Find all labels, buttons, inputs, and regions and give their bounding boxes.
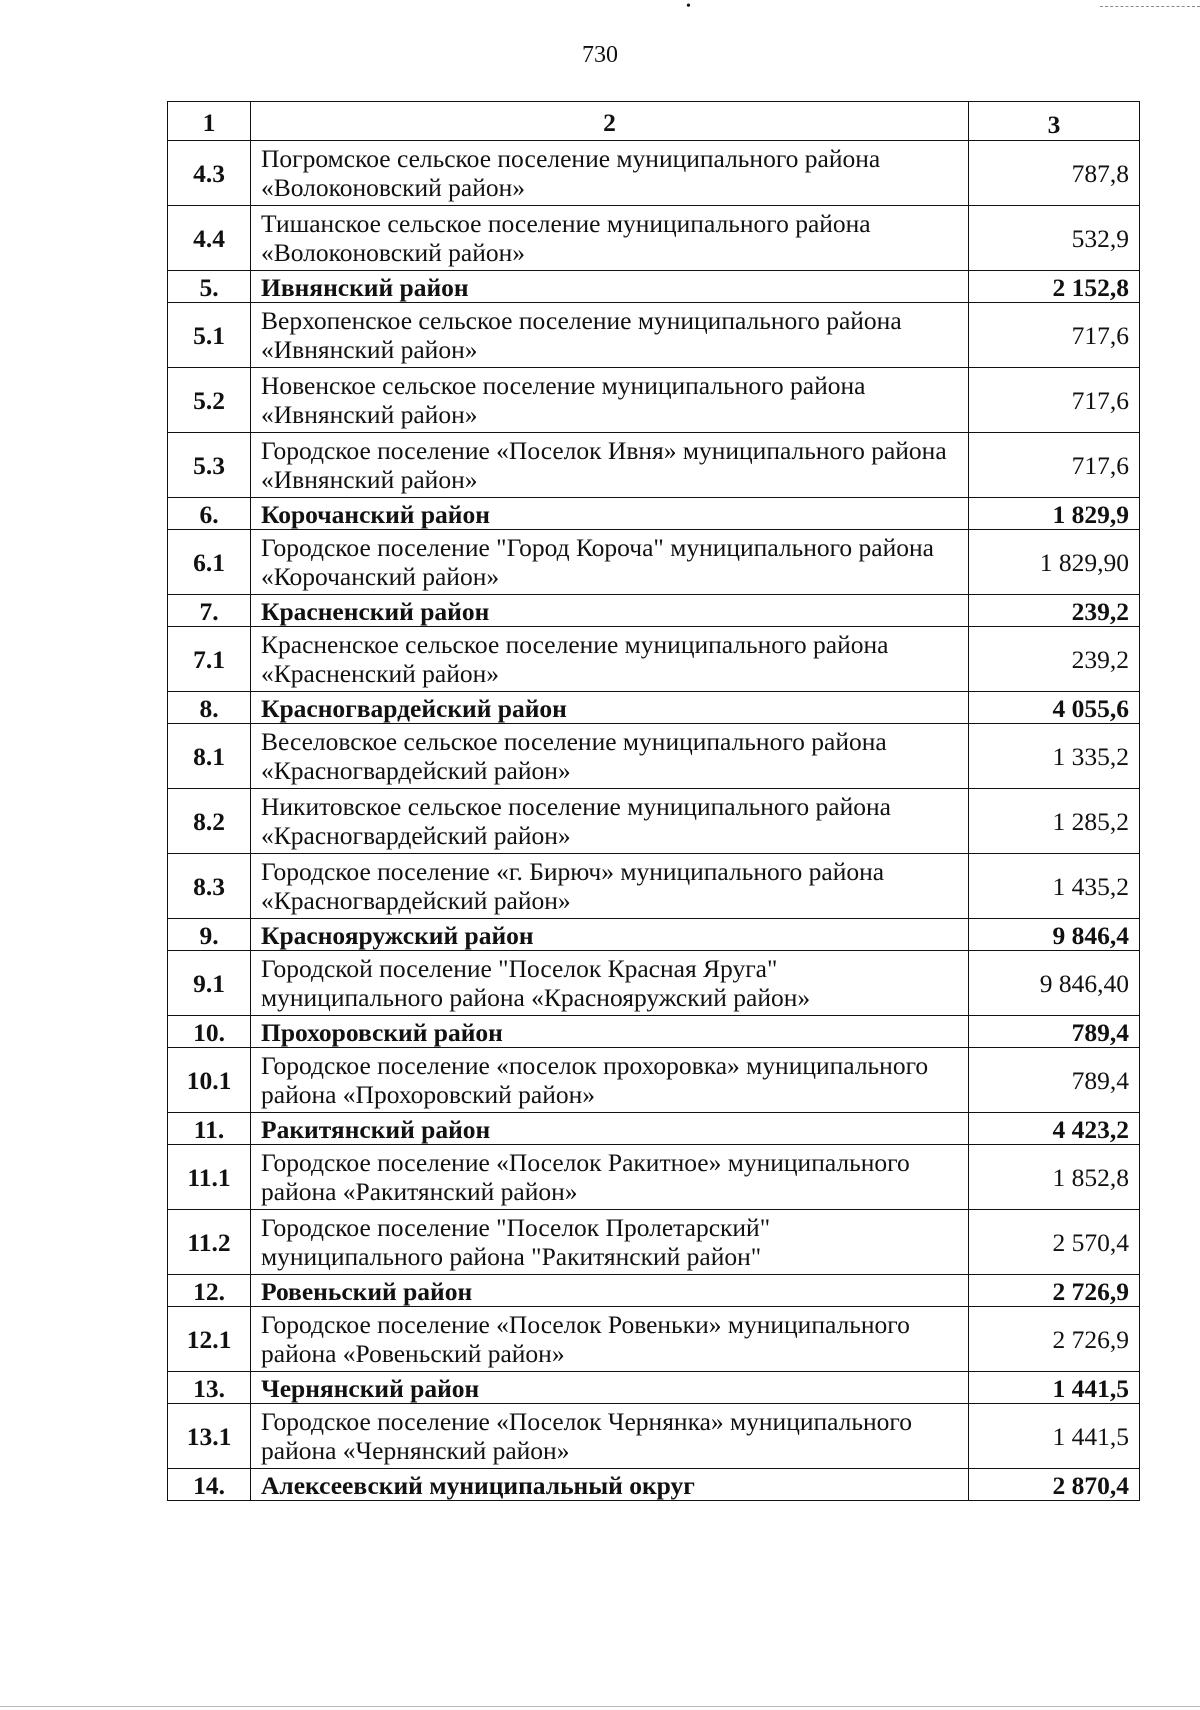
row-number: 7. — [168, 595, 251, 627]
row-number: 6. — [168, 498, 251, 530]
row-name: Тишанское сельское поселение муниципального района «Волоконовский район» — [251, 206, 969, 271]
table-header-row — [168, 102, 1140, 141]
row-name: Ракитянский район — [251, 1113, 969, 1145]
scan-corner-line — [1100, 6, 1200, 7]
table-row-settlement — [168, 951, 1140, 1016]
row-name: Краснояружский район — [251, 919, 969, 951]
row-number: 13. — [168, 1372, 251, 1404]
header-col-1: 1 — [168, 102, 251, 141]
row-value: 4 423,2 — [969, 1113, 1140, 1145]
header-col-2: 2 — [251, 102, 969, 141]
table-row-district — [168, 271, 1140, 303]
row-value: 2 726,9 — [969, 1307, 1140, 1372]
row-value: 717,6 — [969, 303, 1140, 368]
row-number: 10.1 — [168, 1048, 251, 1113]
row-value: 717,6 — [969, 433, 1140, 498]
row-value: 9 846,40 — [969, 951, 1140, 1016]
row-value: 2 726,9 — [969, 1275, 1140, 1307]
table-row-settlement — [168, 1210, 1140, 1275]
table-row-district — [168, 1016, 1140, 1048]
row-number: 6.1 — [168, 530, 251, 595]
row-name: Прохоровский район — [251, 1016, 969, 1048]
row-name: Новенское сельское поселение муниципального района «Ивнянский район» — [251, 368, 969, 433]
row-name: Верхопенское сельское поселение муниципального района «Ивнянский район» — [251, 303, 969, 368]
table-row-settlement — [168, 303, 1140, 368]
row-name: Городское поселение «Поселок Ракитное» муниципального района «Ракитянский район» — [251, 1145, 969, 1210]
row-number: 12.1 — [168, 1307, 251, 1372]
row-name: Городское поселение «Поселок Чернянка» муниципального района «Чернянский район» — [251, 1404, 969, 1469]
table-row-settlement — [168, 789, 1140, 854]
row-number: 8.2 — [168, 789, 251, 854]
table-row-settlement — [168, 433, 1140, 498]
table-row-settlement — [168, 1145, 1140, 1210]
row-name: Красненское сельское поселение муниципального района «Красненский район» — [251, 627, 969, 692]
table-row-district — [168, 595, 1140, 627]
row-name: Ровеньский район — [251, 1275, 969, 1307]
row-value: 1 852,8 — [969, 1145, 1140, 1210]
table-row-district — [168, 1469, 1140, 1501]
table-row-district — [168, 1113, 1140, 1145]
row-value: 1 441,5 — [969, 1404, 1140, 1469]
row-number: 8.3 — [168, 854, 251, 919]
row-name: Городское поселение «Поселок Ивня» муниципального района «Ивнянский район» — [251, 433, 969, 498]
row-value: 239,2 — [969, 595, 1140, 627]
row-value: 2 152,8 — [969, 271, 1140, 303]
row-value: 239,2 — [969, 627, 1140, 692]
row-value: 1 335,2 — [969, 724, 1140, 789]
table-row-settlement — [168, 368, 1140, 433]
row-number: 13.1 — [168, 1404, 251, 1469]
table-row-settlement — [168, 530, 1140, 595]
row-name: Погромское сельское поселение муниципального района «Волоконовский район» — [251, 141, 969, 206]
row-value: 4 055,6 — [969, 692, 1140, 724]
row-value: 1 435,2 — [969, 854, 1140, 919]
row-number: 7.1 — [168, 627, 251, 692]
row-value: 787,8 — [969, 141, 1140, 206]
row-value: 9 846,4 — [969, 919, 1140, 951]
row-name: Городской поселение "Поселок Красная Яруга" муниципального района «Краснояружский район» — [251, 951, 969, 1016]
row-number: 9. — [168, 919, 251, 951]
row-number: 11.2 — [168, 1210, 251, 1275]
row-name: Алексеевский муниципальный округ — [251, 1469, 969, 1501]
row-number: 5.1 — [168, 303, 251, 368]
row-value: 717,6 — [969, 368, 1140, 433]
scan-bottom-line — [0, 1706, 1200, 1707]
row-name: Ивнянский район — [251, 271, 969, 303]
row-number: 5. — [168, 271, 251, 303]
row-number: 14. — [168, 1469, 251, 1501]
row-value: 1 829,90 — [969, 530, 1140, 595]
row-number: 4.3 — [168, 141, 251, 206]
row-name: Красненский район — [251, 595, 969, 627]
row-value: 1 441,5 — [969, 1372, 1140, 1404]
row-name: Городское поселение «г. Бирюч» муниципального района «Красногвардейский район» — [251, 854, 969, 919]
row-number: 8. — [168, 692, 251, 724]
row-number: 10. — [168, 1016, 251, 1048]
row-value: 2 570,4 — [969, 1210, 1140, 1275]
row-number: 12. — [168, 1275, 251, 1307]
table-row-district — [168, 692, 1140, 724]
table-row-settlement — [168, 627, 1140, 692]
header-col-3: 3 — [969, 102, 1140, 141]
row-name: Красногвардейский район — [251, 692, 969, 724]
row-name: Городское поселение "Город Короча" муниципального района «Корочанский район» — [251, 530, 969, 595]
table-row-settlement — [168, 854, 1140, 919]
table-row-settlement — [168, 141, 1140, 206]
table-row-district — [168, 1275, 1140, 1307]
row-name: Чернянский район — [251, 1372, 969, 1404]
row-name: Городское поселение "Поселок Пролетарский" муниципального района "Ракитянский район" — [251, 1210, 969, 1275]
table-row-district — [168, 498, 1140, 530]
row-value: 1 829,9 — [969, 498, 1140, 530]
row-number: 5.3 — [168, 433, 251, 498]
table-row-district — [168, 919, 1140, 951]
row-name: Веселовское сельское поселение муниципального района «Красногвардейский район» — [251, 724, 969, 789]
row-value: 789,4 — [969, 1048, 1140, 1113]
table-row-settlement — [168, 1307, 1140, 1372]
row-name: Корочанский район — [251, 498, 969, 530]
table-row-settlement — [168, 1048, 1140, 1113]
row-number: 9.1 — [168, 951, 251, 1016]
row-number: 11.1 — [168, 1145, 251, 1210]
row-number: 8.1 — [168, 724, 251, 789]
table-row-settlement — [168, 724, 1140, 789]
row-number: 4.4 — [168, 206, 251, 271]
row-name: Городское поселение «Поселок Ровеньки» муниципального района «Ровеньский район» — [251, 1307, 969, 1372]
row-value: 1 285,2 — [969, 789, 1140, 854]
row-value: 532,9 — [969, 206, 1140, 271]
row-number: 11. — [168, 1113, 251, 1145]
row-name: Никитовское сельское поселение муниципального района «Красногвардейский район» — [251, 789, 969, 854]
row-value: 789,4 — [969, 1016, 1140, 1048]
row-name: Городское поселение «поселок прохоровка» муниципального района «Прохоровский район» — [251, 1048, 969, 1113]
scan-mark-dot: • — [686, 0, 691, 14]
table-body — [168, 102, 1140, 1501]
table-row-settlement — [168, 1404, 1140, 1469]
row-value: 2 870,4 — [969, 1469, 1140, 1501]
row-number: 5.2 — [168, 368, 251, 433]
table-row-district — [168, 1372, 1140, 1404]
table-row-settlement — [168, 206, 1140, 271]
page-number: 730 — [582, 42, 618, 68]
allocation-table — [167, 101, 1140, 1501]
